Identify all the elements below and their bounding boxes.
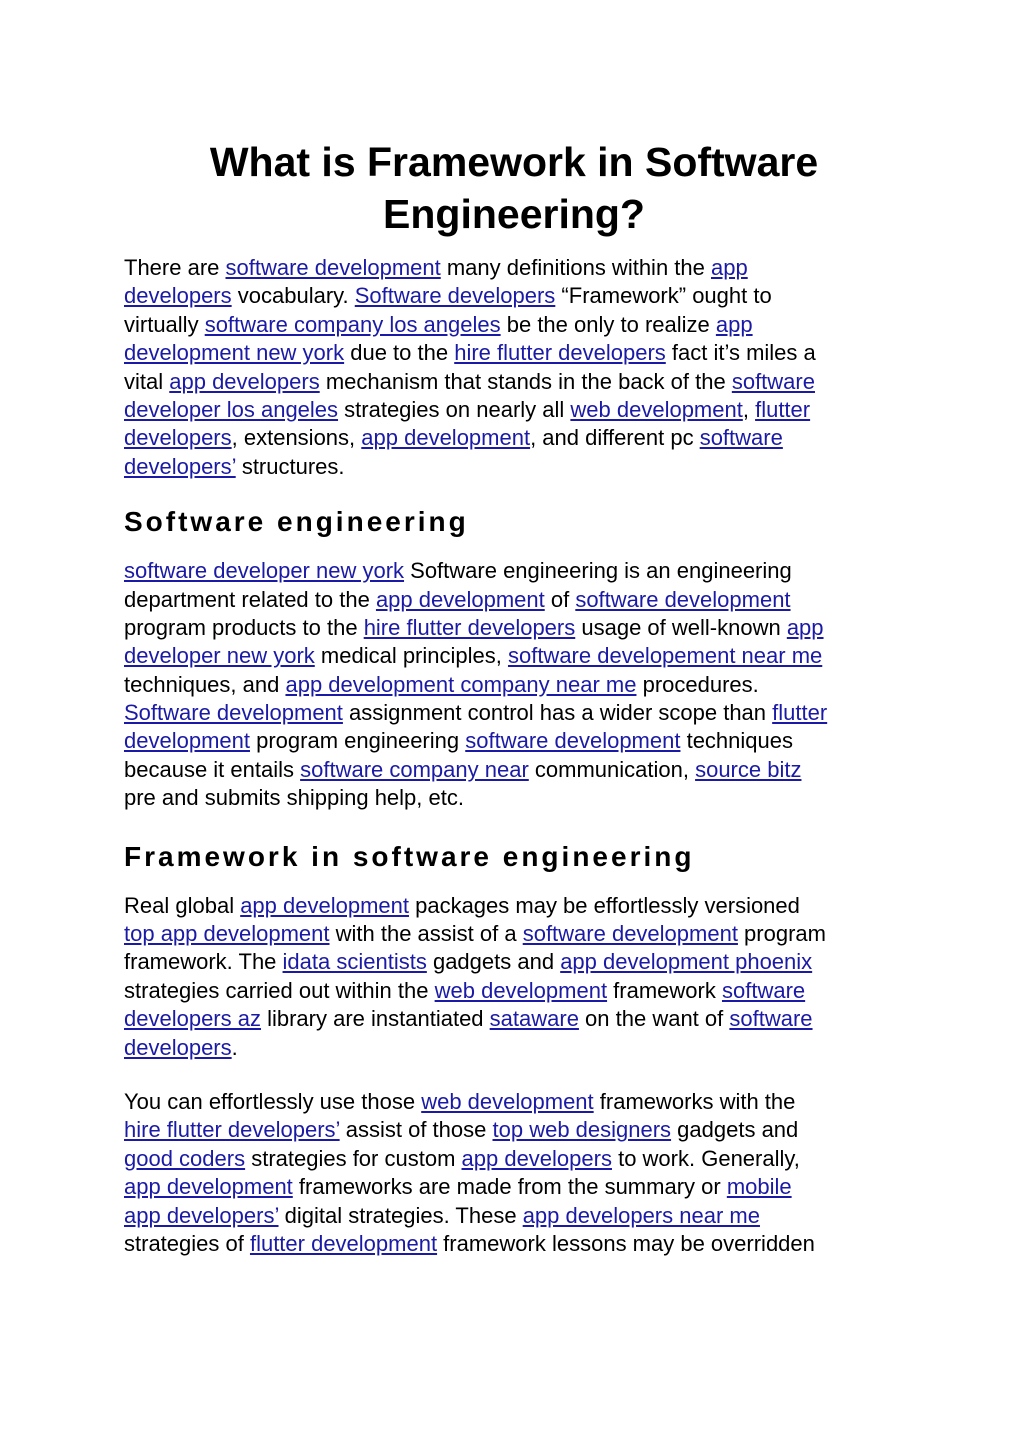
text-line bbox=[124, 671, 904, 699]
hyperlink[interactable]: developers’ bbox=[124, 453, 236, 479]
hyperlink[interactable]: app development bbox=[361, 425, 531, 451]
hyperlink[interactable]: top app development bbox=[124, 921, 330, 947]
text-line bbox=[124, 977, 904, 1005]
text-run: frameworks are made from the summary or bbox=[292, 1174, 727, 1200]
paragraph bbox=[124, 892, 904, 1062]
hyperlink[interactable]: developers bbox=[124, 425, 232, 451]
text-run: with the assist of a bbox=[329, 921, 523, 947]
hyperlink[interactable]: top web designers bbox=[492, 1117, 672, 1143]
text-run: of bbox=[544, 586, 576, 612]
text-run: due to the bbox=[344, 340, 455, 366]
text-run: fact it’s miles a bbox=[665, 340, 816, 366]
text-line bbox=[124, 948, 904, 976]
text-run: You can effortlessly use those bbox=[124, 1088, 422, 1114]
document-page bbox=[124, 136, 904, 1258]
hyperlink[interactable]: developer los angeles bbox=[124, 396, 339, 422]
hyperlink[interactable]: developers az bbox=[124, 1006, 261, 1032]
document-body bbox=[124, 254, 904, 1258]
hyperlink[interactable]: software bbox=[731, 368, 815, 394]
page-title: What is Framework in Software Engineering? bbox=[209, 139, 819, 237]
hyperlink[interactable]: software company los angeles bbox=[204, 311, 501, 337]
hyperlink[interactable]: hire flutter developers bbox=[363, 614, 576, 640]
hyperlink[interactable]: app bbox=[715, 311, 753, 337]
text-run: framework bbox=[607, 977, 722, 1003]
text-run: gadgets and bbox=[671, 1117, 799, 1143]
text-run: many definitions within the bbox=[440, 255, 711, 280]
hyperlink[interactable]: app developers bbox=[169, 368, 320, 394]
text-run: program engineering bbox=[249, 728, 466, 754]
text-run: frameworks with the bbox=[593, 1088, 796, 1114]
hyperlink[interactable]: app bbox=[711, 255, 748, 280]
hyperlink[interactable]: software developer new york bbox=[124, 558, 405, 584]
hyperlink[interactable]: hire flutter developers bbox=[454, 340, 666, 366]
hyperlink[interactable]: app development bbox=[124, 1174, 293, 1200]
text-line bbox=[124, 1145, 904, 1173]
hyperlink[interactable]: software bbox=[729, 1006, 813, 1032]
paragraph bbox=[124, 254, 904, 481]
text-run: . bbox=[231, 1034, 238, 1060]
hyperlink[interactable]: flutter bbox=[755, 396, 811, 422]
section-heading: Framework in software engineering bbox=[124, 840, 695, 872]
text-run: strategies carried out within the bbox=[124, 977, 435, 1003]
text-line bbox=[124, 727, 904, 755]
hyperlink[interactable]: app development company near me bbox=[285, 671, 637, 697]
hyperlink[interactable]: Software developers bbox=[354, 283, 556, 309]
text-run: There are bbox=[124, 255, 226, 280]
text-line bbox=[124, 1230, 904, 1258]
text-run: , extensions, bbox=[231, 425, 362, 451]
hyperlink[interactable]: app developers near me bbox=[522, 1202, 760, 1228]
hyperlink[interactable]: flutter bbox=[772, 700, 828, 726]
text-run: department related to the bbox=[124, 586, 376, 612]
text-line bbox=[124, 1034, 904, 1062]
text-run: procedures. bbox=[636, 671, 759, 697]
text-run: framework. The bbox=[124, 949, 283, 975]
text-line bbox=[124, 282, 904, 310]
text-run: framework lessons may be overridden bbox=[437, 1230, 815, 1256]
hyperlink[interactable]: developers bbox=[124, 1034, 232, 1060]
text-run: usage of well-known bbox=[575, 614, 787, 640]
text-line bbox=[124, 892, 904, 920]
text-line bbox=[124, 1173, 904, 1201]
hyperlink[interactable]: software developement near me bbox=[507, 643, 823, 669]
hyperlink[interactable]: web development bbox=[434, 977, 608, 1003]
text-run: packages may be effortlessly versioned bbox=[408, 892, 800, 918]
text-line bbox=[124, 1005, 904, 1033]
text-run: strategies on nearly all bbox=[338, 396, 571, 422]
paragraph bbox=[124, 1088, 904, 1258]
text-line bbox=[124, 614, 904, 642]
text-run: Real global bbox=[124, 892, 241, 918]
hyperlink[interactable]: developers bbox=[124, 283, 232, 309]
text-line bbox=[124, 1116, 904, 1144]
hyperlink[interactable]: app development bbox=[240, 892, 409, 918]
hyperlink[interactable]: web development bbox=[570, 396, 743, 422]
hyperlink[interactable]: app development phoenix bbox=[560, 949, 813, 975]
hyperlink[interactable]: hire flutter developers’ bbox=[124, 1117, 340, 1143]
text-run: strategies for custom bbox=[245, 1145, 462, 1171]
hyperlink[interactable]: web development bbox=[421, 1088, 594, 1114]
hyperlink[interactable]: software company near bbox=[300, 756, 529, 782]
hyperlink[interactable]: software bbox=[699, 425, 783, 451]
text-run: techniques, and bbox=[124, 671, 286, 697]
text-run: Software engineering is an engineering bbox=[404, 558, 792, 584]
hyperlink[interactable]: software development bbox=[522, 921, 738, 947]
hyperlink[interactable]: software bbox=[721, 977, 806, 1003]
text-run: program bbox=[737, 921, 826, 947]
text-line bbox=[124, 254, 904, 282]
text-run: mechanism that stands in the back of the bbox=[319, 368, 732, 394]
text-run: program products to the bbox=[124, 614, 364, 640]
text-line bbox=[124, 557, 904, 585]
text-run: medical principles, bbox=[314, 643, 508, 669]
hyperlink[interactable]: software development bbox=[575, 586, 791, 612]
text-run: vital bbox=[124, 368, 170, 394]
paragraph bbox=[124, 557, 904, 813]
text-run: library are instantiated bbox=[260, 1006, 490, 1032]
text-run: on the want of bbox=[578, 1006, 730, 1032]
text-line bbox=[124, 756, 904, 784]
hyperlink[interactable]: good coders bbox=[124, 1145, 246, 1171]
text-line bbox=[124, 368, 904, 396]
text-line bbox=[124, 920, 904, 948]
text-run: digital strategies. These bbox=[278, 1202, 523, 1228]
hyperlink[interactable]: Software development bbox=[124, 700, 343, 726]
text-line bbox=[124, 396, 904, 424]
text-run: because it entails bbox=[124, 756, 301, 782]
text-run: be the only to realize bbox=[500, 311, 716, 337]
hyperlink[interactable]: development new york bbox=[124, 340, 345, 366]
text-line bbox=[124, 311, 904, 339]
hyperlink[interactable]: mobile bbox=[726, 1174, 792, 1200]
text-run: vocabulary. bbox=[231, 283, 355, 309]
hyperlink[interactable]: source bitz bbox=[695, 756, 802, 782]
text-line bbox=[124, 453, 904, 481]
text-line bbox=[124, 339, 904, 367]
text-line bbox=[124, 424, 904, 452]
text-run: , bbox=[742, 396, 756, 422]
hyperlink[interactable]: software development bbox=[225, 255, 441, 280]
text-line bbox=[124, 586, 904, 614]
text-run: , and different pc bbox=[530, 425, 700, 451]
text-line bbox=[124, 784, 904, 812]
text-line bbox=[124, 1088, 904, 1116]
text-run: to work. Generally, bbox=[611, 1145, 800, 1171]
text-run: virtually bbox=[124, 311, 205, 337]
text-line bbox=[124, 699, 904, 727]
hyperlink[interactable]: sataware bbox=[489, 1006, 579, 1032]
hyperlink[interactable]: app development bbox=[375, 586, 545, 612]
hyperlink[interactable]: developer new york bbox=[124, 643, 315, 669]
text-run: “Framework” ought to bbox=[555, 283, 772, 309]
text-line bbox=[124, 642, 904, 670]
text-run: gadgets and bbox=[426, 949, 561, 975]
section-heading: Software engineering bbox=[124, 506, 469, 538]
hyperlink[interactable]: app bbox=[786, 614, 824, 640]
hyperlink[interactable]: flutter development bbox=[249, 1230, 438, 1256]
hyperlink[interactable]: idata scientists bbox=[282, 949, 427, 975]
text-run: assignment control has a wider scope than bbox=[342, 700, 773, 726]
text-run: pre and submits shipping help, etc. bbox=[124, 785, 464, 811]
text-run: techniques bbox=[680, 728, 793, 754]
text-run: structures. bbox=[235, 453, 345, 479]
hyperlink[interactable]: software development bbox=[465, 728, 681, 754]
text-run: assist of those bbox=[339, 1117, 493, 1143]
text-run: strategies of bbox=[124, 1230, 250, 1256]
text-run: communication, bbox=[528, 756, 696, 782]
text-line bbox=[124, 1202, 904, 1230]
hyperlink[interactable]: app developers bbox=[461, 1145, 612, 1171]
hyperlink[interactable]: development bbox=[124, 728, 250, 754]
hyperlink[interactable]: app developers’ bbox=[124, 1202, 279, 1228]
